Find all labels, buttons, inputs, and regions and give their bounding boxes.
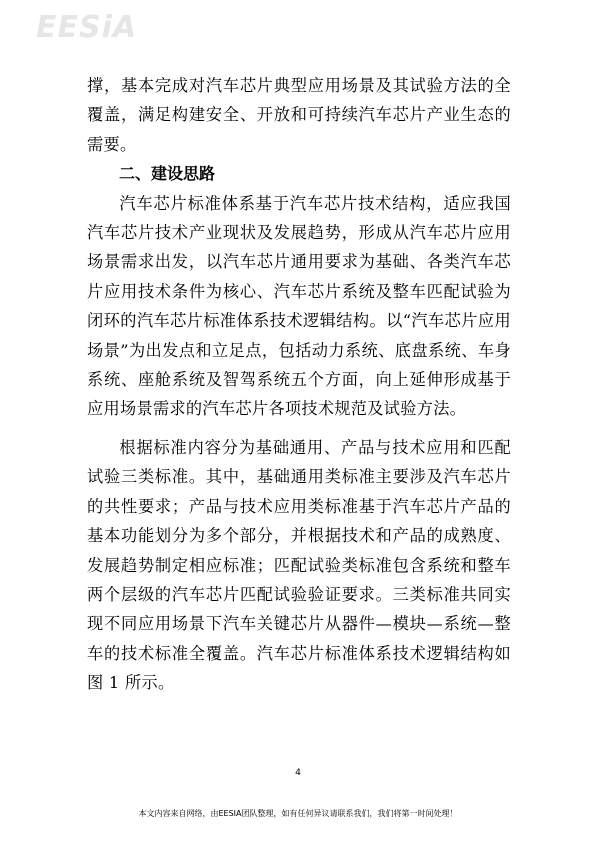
section-heading: 二、建设思路 xyxy=(119,164,216,184)
paragraph-2: 根据标准内容分为基础通用、产品与技术应用和匹配试验三类标准。其中，基础通用类标准主要涉及汽车芯片的共性要求；产品与技术应用类标准基于汽车芯片产品的基本功能划分为多个部分，并根据技术和产品的成熟度、发展趋势制定相应标准；匹配试验类标准包含系统和整车两个层级的汽车芯片匹配试验验证要求。三类标准共同实现不同应用场景下汽车关键芯片从器件—模块—系统—整车的技术标准全覆盖。汽车芯片标准体系技术逻辑结构如图 1 所示。 xyxy=(87,437,511,693)
paragraph-continued: 撑，基本完成对汽车芯片典型应用场景及其试验方法的全覆盖，满足构建安全、开放和可持续汽车芯片产业生态的需要。 xyxy=(87,76,511,154)
document-body xyxy=(87,71,511,698)
footer-disclaimer: 本文内容来自网络，由EESIA团队整理，如有任何异议请联系我们，我们将第一时间处理！ xyxy=(138,809,458,818)
paragraph-1: 汽车芯片标准体系基于汽车芯片技术结构，适应我国汽车芯片技术产业现状及发展趋势，形成从汽车芯片应用场景需求出发，以汽车芯片通用要求为基础、各类汽车芯片应用技术条件为核心、汽车芯片系统及整车匹配试验为闭环的汽车芯片标准体系技术逻辑结构。以“汽车芯片应用场景”为出发点和立足点，包括动力系统、底盘系统、车身系统、座舱系统及智驾系统五个方面，向上延伸形成基于应用场景需求的汽车芯片各项技术规范及试验方法。 xyxy=(87,193,511,419)
page-number: 4 xyxy=(295,768,301,778)
eesia-logo: EESiA xyxy=(36,10,138,45)
